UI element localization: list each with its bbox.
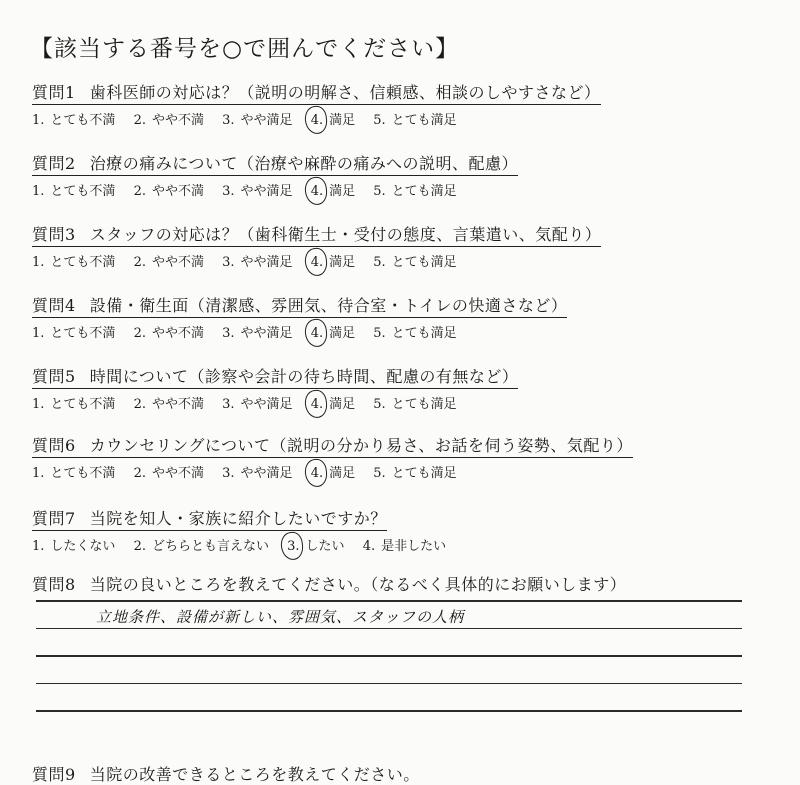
question-text: 当院の良いところを教えてください。（なるべく具体的にお願いします）: [89, 575, 627, 594]
option-3[interactable]: 3. やや満足: [222, 397, 293, 412]
question-8-title: [32, 572, 626, 595]
question-number: 質問5: [32, 367, 76, 386]
answer-options: [32, 251, 772, 270]
option-4-selected[interactable]: 4. 満足: [310, 255, 356, 270]
option-5[interactable]: 5. とても満足: [373, 255, 457, 270]
option-3[interactable]: 3. やや満足: [222, 326, 293, 341]
option-1[interactable]: 1. とても不満: [32, 397, 116, 412]
question-2: [32, 151, 772, 199]
question-title: [32, 80, 601, 105]
option-4-selected[interactable]: 4. 満足: [310, 113, 356, 128]
question-title: [32, 433, 633, 458]
answer-line: [36, 710, 742, 712]
question-title: [32, 293, 567, 318]
option-5[interactable]: 5. とても満足: [373, 184, 457, 199]
option-4[interactable]: 4. 是非したい: [362, 539, 447, 554]
question-1: [32, 80, 772, 128]
answer-options: [32, 180, 772, 199]
option-2[interactable]: 2. やや不満: [133, 184, 204, 199]
option-5[interactable]: 5. とても満足: [373, 113, 457, 128]
answer-line: [36, 628, 742, 630]
option-1[interactable]: 1. とても不満: [32, 184, 116, 199]
option-2[interactable]: 2. やや不満: [133, 326, 204, 341]
answer-line: [36, 600, 742, 602]
question-3: [32, 222, 772, 270]
question-text: 当院の改善できるところを教えてください。: [89, 765, 420, 784]
option-4-selected[interactable]: 4. 満足: [310, 184, 356, 199]
question-text: 歯科医師の対応は？（説明の明解さ、信頼感、相談のしやすさなど）: [89, 83, 601, 102]
option-2[interactable]: 2. やや不満: [133, 397, 204, 412]
option-4-selected[interactable]: 4. 満足: [310, 326, 356, 341]
question-9-title: [32, 762, 420, 785]
option-2[interactable]: 2. どちらとも言えない: [133, 539, 269, 554]
answer-options: [32, 322, 772, 341]
option-2[interactable]: 2. やや不満: [133, 466, 204, 481]
question-number: 質問3: [32, 225, 76, 244]
option-3-selected[interactable]: 3. したい: [287, 539, 345, 554]
option-5[interactable]: 5. とても満足: [373, 466, 457, 481]
question-5: [32, 364, 772, 412]
question-number: 質問2: [32, 154, 76, 173]
question-4: [32, 293, 772, 341]
answer-options: [32, 393, 772, 412]
question-6: [32, 433, 772, 481]
question-text: 治療の痛みについて（治療や麻酔の痛みへの説明、配慮）: [89, 154, 519, 173]
question-text: 時間について（診察や会計の待ち時間、配慮の有無など）: [89, 367, 519, 386]
option-3[interactable]: 3. やや満足: [222, 184, 293, 199]
option-5[interactable]: 5. とても満足: [373, 326, 457, 341]
answer-options: [32, 462, 772, 481]
question-number: 質問9: [32, 765, 76, 784]
answer-options: [32, 535, 772, 554]
question-text: カウンセリングについて（説明の分かり易さ、お話を伺う姿勢、気配り）: [89, 436, 633, 455]
answer-line: [36, 683, 742, 685]
option-4-selected[interactable]: 4. 満足: [310, 466, 356, 481]
question-number: 質問6: [32, 436, 76, 455]
option-1[interactable]: 1. とても不満: [32, 466, 116, 481]
option-1[interactable]: 1. したくない: [32, 539, 116, 554]
question-text: スタッフの対応は？（歯科衛生士・受付の態度、言葉遣い、気配り）: [89, 225, 602, 244]
option-4-selected[interactable]: 4. 満足: [310, 397, 356, 412]
option-5[interactable]: 5. とても満足: [373, 397, 457, 412]
question-title: [32, 506, 387, 531]
option-1[interactable]: 1. とても不満: [32, 113, 116, 128]
option-3[interactable]: 3. やや満足: [222, 255, 293, 270]
option-2[interactable]: 2. やや不満: [133, 113, 204, 128]
question-text: 当院を知人・家族に紹介したいですか？: [89, 509, 387, 528]
question-title: [32, 364, 518, 389]
option-1[interactable]: 1. とても不満: [32, 255, 116, 270]
answer-line: [36, 655, 742, 657]
question-number: 質問8: [32, 575, 76, 594]
option-1[interactable]: 1. とても不満: [32, 326, 116, 341]
question-number: 質問4: [32, 296, 76, 315]
option-2[interactable]: 2. やや不満: [133, 255, 204, 270]
question-title: [32, 222, 601, 247]
question-title: [32, 151, 518, 176]
handwritten-answer: 立地条件、設備が新しい、雰囲気、スタッフの人柄: [96, 608, 465, 626]
page-title: 【該当する番号を○で囲んでください】: [30, 36, 460, 62]
answer-options: [32, 109, 772, 128]
question-text: 設備・衛生面（清潔感、雰囲気、待合室・トイレの快適さなど）: [89, 296, 568, 315]
option-3[interactable]: 3. やや満足: [222, 466, 293, 481]
question-number: 質問1: [32, 83, 76, 102]
question-number: 質問7: [32, 509, 76, 528]
option-3[interactable]: 3. やや満足: [222, 113, 293, 128]
question-7: [32, 506, 772, 554]
